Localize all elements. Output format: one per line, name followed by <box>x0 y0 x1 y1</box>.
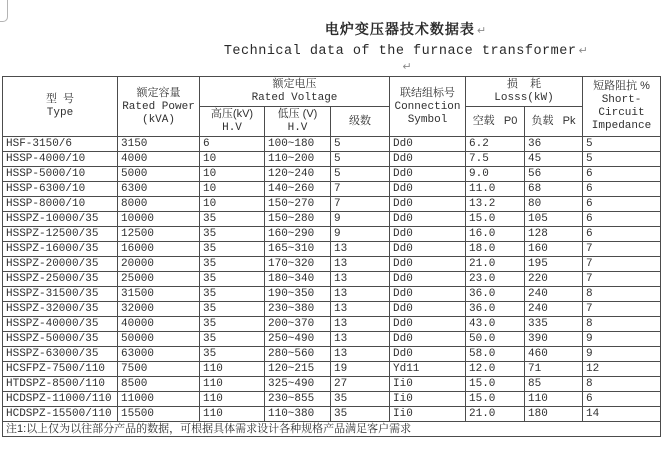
cell-impedance_pct: 12 <box>583 362 661 377</box>
cell-steps: 5 <box>331 152 390 167</box>
cell-hv_kv: 35 <box>200 242 265 257</box>
cell-p0_no_load: 15.0 <box>466 377 525 392</box>
cell-lv_v: 325~490 <box>265 377 331 392</box>
cell-impedance_pct: 5 <box>583 152 661 167</box>
cell-rated_power_kva: 4000 <box>118 152 200 167</box>
cell-connection: Dd0 <box>390 347 466 362</box>
table-row <box>3 212 661 227</box>
title-en-text: Technical data of the furnace transformer <box>223 44 577 59</box>
table-row <box>3 362 661 377</box>
cell-p0_no_load: 12.0 <box>466 362 525 377</box>
cell-steps: 13 <box>331 242 390 257</box>
cell-steps: 13 <box>331 332 390 347</box>
cell-connection: Ii0 <box>390 407 466 422</box>
cell-steps: 7 <box>331 197 390 212</box>
cell-steps: 13 <box>331 302 390 317</box>
header-steps: 级数 <box>331 107 390 137</box>
cell-rated_power_kva: 11000 <box>118 392 200 407</box>
cell-pk_load: 195 <box>525 257 583 272</box>
cell-rated_power_kva: 12500 <box>118 227 200 242</box>
cell-impedance_pct: 7 <box>583 242 661 257</box>
cell-hv_kv: 110 <box>200 392 265 407</box>
cell-lv_v: 110~380 <box>265 407 331 422</box>
cell-p0_no_load: 15.0 <box>466 392 525 407</box>
cell-connection: Yd11 <box>390 362 466 377</box>
table-row <box>3 317 661 332</box>
cell-type: HSSPZ-63000/35 <box>3 347 118 362</box>
cell-rated_power_kva: 25000 <box>118 272 200 287</box>
cell-lv_v: 100~180 <box>265 137 331 152</box>
cell-rated_power_kva: 50000 <box>118 332 200 347</box>
cell-lv_v: 280~560 <box>265 347 331 362</box>
cell-lv_v: 160~290 <box>265 227 331 242</box>
cell-type: HSSPZ-20000/35 <box>3 257 118 272</box>
cell-connection: Dd0 <box>390 152 466 167</box>
header-rated-power-cn: 额定容量 <box>136 86 181 99</box>
cell-steps: 7 <box>331 182 390 197</box>
header-connection-en2: Symbol <box>407 113 448 126</box>
header-lv-en: H.V <box>287 122 308 134</box>
cell-connection: Dd0 <box>390 197 466 212</box>
cell-impedance_pct: 6 <box>583 227 661 242</box>
cell-type: HSSP-6300/10 <box>3 182 118 197</box>
cell-impedance_pct: 6 <box>583 167 661 182</box>
cell-impedance_pct: 7 <box>583 272 661 287</box>
header-connection-en1: Connection <box>394 100 461 113</box>
cell-rated_power_kva: 32000 <box>118 302 200 317</box>
cell-type: HCDSPZ-11000/110 <box>3 392 118 407</box>
cell-hv_kv: 35 <box>200 317 265 332</box>
header-hv-en: H.V <box>222 122 242 134</box>
cell-hv_kv: 10 <box>200 197 265 212</box>
cell-hv_kv: 35 <box>200 347 265 362</box>
table-row <box>3 182 661 197</box>
header-rated-power-unit: (kVA) <box>141 113 175 126</box>
header-type-en: Type <box>46 107 74 119</box>
cell-impedance_pct: 8 <box>583 317 661 332</box>
cell-lv_v: 140~260 <box>265 182 331 197</box>
cell-lv_v: 120~215 <box>265 362 331 377</box>
cell-impedance_pct: 6 <box>583 212 661 227</box>
cell-hv_kv: 6 <box>200 137 265 152</box>
cell-pk_load: 56 <box>525 167 583 182</box>
cell-impedance_pct: 6 <box>583 182 661 197</box>
header-impedance-cn: 短路阻抗 % <box>593 80 650 92</box>
header-rated-voltage <box>200 77 390 107</box>
cell-hv_kv: 10 <box>200 167 265 182</box>
cell-hv_kv: 10 <box>200 182 265 197</box>
table-footnote: 注1:以上仅为以往部分产品的数据，可根据具体需求设计各种规格产品满足客户需求 <box>3 422 661 437</box>
header-connection <box>390 77 466 137</box>
table-row <box>3 167 661 182</box>
cell-rated_power_kva: 16000 <box>118 242 200 257</box>
table-row <box>3 272 661 287</box>
cell-type: HCDSPZ-15500/110 <box>3 407 118 422</box>
cell-connection: Dd0 <box>390 182 466 197</box>
cell-type: HSSP-4000/10 <box>3 152 118 167</box>
table-row <box>3 392 661 407</box>
cell-p0_no_load: 13.2 <box>466 197 525 212</box>
cell-impedance_pct: 7 <box>583 257 661 272</box>
cell-type: HSSPZ-12500/35 <box>3 227 118 242</box>
cell-type: HSSP-8000/10 <box>3 197 118 212</box>
cell-pk_load: 71 <box>525 362 583 377</box>
table-row <box>3 137 661 152</box>
cell-steps: 35 <box>331 392 390 407</box>
cell-pk_load: 240 <box>525 287 583 302</box>
header-loss <box>466 77 583 107</box>
cell-lv_v: 150~280 <box>265 212 331 227</box>
cell-p0_no_load: 15.0 <box>466 212 525 227</box>
table-row <box>3 377 661 392</box>
cell-type: HSSPZ-40000/35 <box>3 317 118 332</box>
cell-impedance_pct: 7 <box>583 302 661 317</box>
cell-connection: Dd0 <box>390 212 466 227</box>
cell-connection: Dd0 <box>390 272 466 287</box>
cell-lv_v: 200~370 <box>265 317 331 332</box>
cell-lv_v: 165~310 <box>265 242 331 257</box>
cell-lv_v: 170~320 <box>265 257 331 272</box>
cell-steps: 35 <box>331 407 390 422</box>
cell-rated_power_kva: 63000 <box>118 347 200 362</box>
cell-connection: Dd0 <box>390 227 466 242</box>
header-rated-power-en: Rated Power <box>122 100 195 113</box>
cell-impedance_pct: 5 <box>583 137 661 152</box>
table-row <box>3 332 661 347</box>
header-rated-power <box>118 77 200 137</box>
cell-steps: 13 <box>331 317 390 332</box>
header-impedance-en3: Impedance <box>591 120 652 132</box>
cell-rated_power_kva: 20000 <box>118 257 200 272</box>
cell-type: HSSPZ-32000/35 <box>3 302 118 317</box>
document-header <box>150 19 662 74</box>
header-type <box>3 77 118 137</box>
cell-pk_load: 105 <box>525 212 583 227</box>
cell-p0_no_load: 6.2 <box>466 137 525 152</box>
cell-impedance_pct: 9 <box>583 347 661 362</box>
table-row <box>3 152 661 167</box>
cell-steps: 9 <box>331 212 390 227</box>
header-type-cn: 型 号 <box>45 93 75 105</box>
cell-rated_power_kva: 10000 <box>118 212 200 227</box>
cell-p0_no_load: 36.0 <box>466 302 525 317</box>
cell-rated_power_kva: 31500 <box>118 287 200 302</box>
cell-impedance_pct: 6 <box>583 197 661 212</box>
cell-impedance_pct: 9 <box>583 332 661 347</box>
cell-p0_no_load: 9.0 <box>466 167 525 182</box>
cell-impedance_pct: 8 <box>583 377 661 392</box>
cell-hv_kv: 35 <box>200 272 265 287</box>
cell-connection: Dd0 <box>390 167 466 182</box>
cell-pk_load: 85 <box>525 377 583 392</box>
cell-lv_v: 150~270 <box>265 197 331 212</box>
cell-steps: 13 <box>331 347 390 362</box>
cell-lv_v: 230~380 <box>265 302 331 317</box>
cell-rated_power_kva: 7500 <box>118 362 200 377</box>
cell-steps: 5 <box>331 137 390 152</box>
cell-hv_kv: 110 <box>200 407 265 422</box>
cell-steps: 5 <box>331 167 390 182</box>
paragraph-mark-icon: ↵ <box>476 24 488 37</box>
cell-pk_load: 128 <box>525 227 583 242</box>
cell-p0_no_load: 36.0 <box>466 287 525 302</box>
cell-p0_no_load: 18.0 <box>466 242 525 257</box>
cell-type: HSSPZ-25000/35 <box>3 272 118 287</box>
cell-rated_power_kva: 6300 <box>118 182 200 197</box>
cell-impedance_pct: 6 <box>583 392 661 407</box>
cell-rated_power_kva: 5000 <box>118 167 200 182</box>
table-row <box>3 197 661 212</box>
cell-lv_v: 250~490 <box>265 332 331 347</box>
cell-hv_kv: 35 <box>200 332 265 347</box>
header-impedance-en2: Circuit <box>598 107 645 119</box>
table-body <box>3 137 661 422</box>
cell-steps: 9 <box>331 227 390 242</box>
cell-impedance_pct: 14 <box>583 407 661 422</box>
cell-impedance_pct: 8 <box>583 287 661 302</box>
cell-pk_load: 80 <box>525 197 583 212</box>
paragraph-mark-icon: ↵ <box>578 44 589 57</box>
cell-rated_power_kva: 15500 <box>118 407 200 422</box>
cell-connection: Dd0 <box>390 332 466 347</box>
table-row <box>3 242 661 257</box>
table-row <box>3 347 661 362</box>
transformer-data-table <box>2 76 661 437</box>
cell-type: HSSPZ-31500/35 <box>3 287 118 302</box>
cell-steps: 27 <box>331 377 390 392</box>
cell-pk_load: 68 <box>525 182 583 197</box>
cell-hv_kv: 35 <box>200 287 265 302</box>
cell-type: HSSP-5000/10 <box>3 167 118 182</box>
cell-rated_power_kva: 8000 <box>118 197 200 212</box>
table-row <box>3 257 661 272</box>
cell-type: HSSPZ-16000/35 <box>3 242 118 257</box>
cell-connection: Dd0 <box>390 287 466 302</box>
header-rated-voltage-cn: 额定电压 <box>272 78 317 90</box>
cell-pk_load: 110 <box>525 392 583 407</box>
cell-rated_power_kva: 40000 <box>118 317 200 332</box>
cell-rated_power_kva: 3150 <box>118 137 200 152</box>
cell-connection: Dd0 <box>390 242 466 257</box>
cell-hv_kv: 110 <box>200 377 265 392</box>
cell-pk_load: 335 <box>525 317 583 332</box>
cell-hv_kv: 35 <box>200 257 265 272</box>
cell-type: HSSPZ-10000/35 <box>3 212 118 227</box>
cell-pk_load: 460 <box>525 347 583 362</box>
cell-steps: 13 <box>331 257 390 272</box>
cell-lv_v: 120~240 <box>265 167 331 182</box>
cell-type: HCSFPZ-7500/110 <box>3 362 118 377</box>
cell-lv_v: 230~855 <box>265 392 331 407</box>
table-row <box>3 287 661 302</box>
cell-hv_kv: 35 <box>200 227 265 242</box>
cell-p0_no_load: 50.0 <box>466 332 525 347</box>
title-cn-text: 电炉变压器技术数据表 <box>324 21 475 37</box>
cell-p0_no_load: 21.0 <box>466 407 525 422</box>
cell-hv_kv: 10 <box>200 152 265 167</box>
cell-p0_no_load: 16.0 <box>466 227 525 242</box>
cell-p0_no_load: 43.0 <box>466 317 525 332</box>
cell-connection: Dd0 <box>390 257 466 272</box>
cell-hv_kv: 110 <box>200 362 265 377</box>
header-rated-voltage-en: Rated Voltage <box>251 92 338 104</box>
cell-type: HTDSPZ-8500/110 <box>3 377 118 392</box>
header-loss-cn: 损 耗 <box>506 78 542 90</box>
page-corner-artifact <box>0 0 8 22</box>
cell-p0_no_load: 7.5 <box>466 152 525 167</box>
cell-connection: Ii0 <box>390 377 466 392</box>
cell-pk_load: 36 <box>525 137 583 152</box>
cell-steps: 19 <box>331 362 390 377</box>
document-title-en <box>150 41 662 61</box>
header-hv-cn: 高压(kV) <box>210 108 254 120</box>
cell-type: HSSPZ-50000/35 <box>3 332 118 347</box>
cell-p0_no_load: 23.0 <box>466 272 525 287</box>
paragraph-mark-icon: ↵ <box>402 60 412 73</box>
header-lv-cn: 低压 (V) <box>277 108 318 120</box>
cell-type: HSF-3150/6 <box>3 137 118 152</box>
cell-connection: Dd0 <box>390 137 466 152</box>
cell-connection: Dd0 <box>390 317 466 332</box>
cell-pk_load: 220 <box>525 272 583 287</box>
header-load-pk: 负载 Pk <box>525 107 583 137</box>
cell-p0_no_load: 21.0 <box>466 257 525 272</box>
header-impedance <box>583 77 661 137</box>
cell-pk_load: 180 <box>525 407 583 422</box>
document-title-cn <box>150 19 662 41</box>
cell-hv_kv: 35 <box>200 302 265 317</box>
cell-connection: Ii0 <box>390 392 466 407</box>
table-row <box>3 302 661 317</box>
header-lv <box>265 107 331 137</box>
cell-steps: 13 <box>331 272 390 287</box>
cell-lv_v: 190~350 <box>265 287 331 302</box>
cell-pk_load: 45 <box>525 152 583 167</box>
header-hv <box>200 107 265 137</box>
cell-pk_load: 240 <box>525 302 583 317</box>
cell-hv_kv: 35 <box>200 212 265 227</box>
cell-pk_load: 390 <box>525 332 583 347</box>
cell-p0_no_load: 11.0 <box>466 182 525 197</box>
cell-connection: Dd0 <box>390 302 466 317</box>
cell-lv_v: 180~340 <box>265 272 331 287</box>
header-loss-en: Losss(kW) <box>494 92 554 104</box>
cell-p0_no_load: 58.0 <box>466 347 525 362</box>
header-impedance-en1: Short- <box>601 94 642 106</box>
header-no-load-p0: 空载 P0 <box>466 107 525 137</box>
cell-rated_power_kva: 8500 <box>118 377 200 392</box>
empty-paragraph <box>150 61 662 74</box>
table-row <box>3 407 661 422</box>
header-connection-cn: 联结组标号 <box>400 86 455 99</box>
table-row <box>3 227 661 242</box>
cell-pk_load: 160 <box>525 242 583 257</box>
cell-lv_v: 110~200 <box>265 152 331 167</box>
cell-steps: 13 <box>331 287 390 302</box>
